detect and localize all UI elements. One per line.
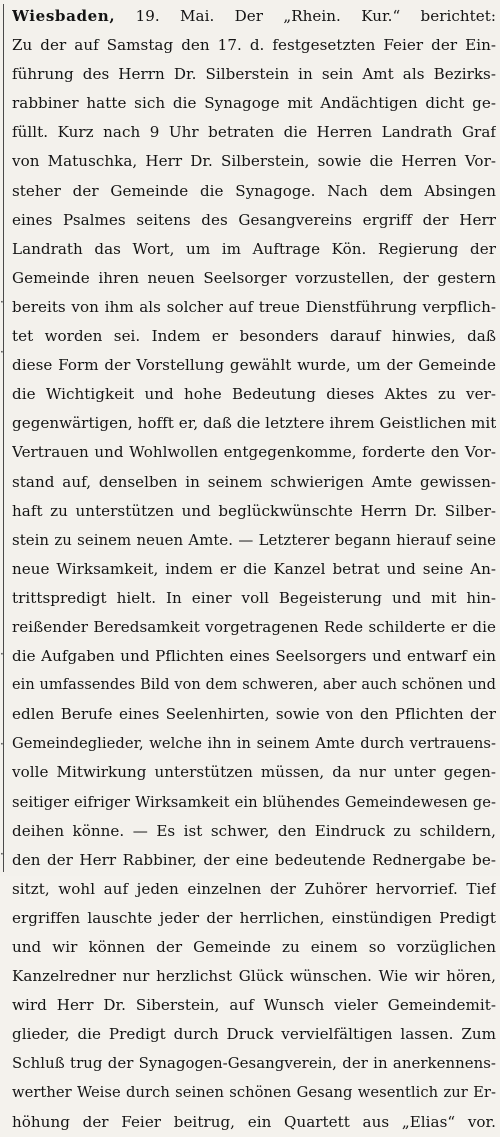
article-line: trittspredigt hielt. In einer voll Begeisterung und mit hin- — [12, 588, 496, 607]
article-line: Vertrauen und Wohlwollen entgegenkomme, forderte den Vor- — [12, 443, 496, 462]
article-line: haft zu unterstützen und beglückwünschte Herrn Dr. Silber- — [12, 501, 496, 520]
article-line: volle Mitwirkung unterstützen müssen, da nur unter gegen- — [12, 763, 496, 782]
article-line: glieder, die Predigt durch Druck vervielfältigen lassen. Zum — [12, 1025, 496, 1044]
article-line: füllt. Kurz nach 9 Uhr betraten die Herren Landrath Graf — [12, 123, 496, 142]
article-line: stand auf, denselben in seinem schwierigen Amte gewissen- — [12, 472, 496, 491]
article-line: eines Psalmes seitens des Gesangvereins ergriff der Herr — [12, 210, 496, 229]
article-place: Wiesbaden, — [12, 7, 116, 25]
article-line: gegenwärtigen, hofft er, daß die letztere ihrem Geistlichen mit — [12, 414, 496, 433]
article-line: sitzt, wohl auf jeden einzelnen der Zuhörer hervorrief. Tief — [12, 879, 496, 898]
article-line: deihen könne. — Es ist schwer, den Eindruck zu schildern, — [12, 821, 496, 840]
margin-marks — [0, 0, 8, 876]
article-line: die Wichtigkeit und hohe Bedeutung dieses Aktes zu ver- — [12, 385, 496, 404]
article-line: Zu der auf Samstag den 17. d. festgesetzten Feier der Ein- — [12, 36, 496, 55]
news-article — [12, 2, 496, 1131]
article-line: seitiger eifriger Wirksamkeit ein blühendes Gemeindewesen ge- — [12, 793, 496, 811]
article-line: ein umfassendes Bild von dem schweren, aber auch schönen und — [12, 677, 496, 694]
article-line: höhung der Feier beitrug, ein Quartett aus „Elias“ vor. — [12, 1112, 496, 1131]
article-dateline-text: 19. Mai. Der „Rhein. Kur.“ berichtet: — [115, 7, 496, 25]
article-line: stein zu seinem neuen Amte. — Letzterer begann hierauf seine — [12, 530, 496, 549]
article-line: den der Herr Rabbiner, der eine bedeutende Rednergabe be- — [12, 850, 496, 869]
article-line: führung des Herrn Dr. Silberstein in sein Amt als Bezirks- — [12, 65, 496, 84]
article-line: steher der Gemeinde die Synagoge. Nach dem Absingen — [12, 181, 496, 200]
article-line: reißender Beredsamkeit vorgetragenen Rede schilderte er die — [12, 617, 496, 636]
article-line: werther Weise durch seinen schönen Gesang wesentlich zur Er- — [12, 1084, 496, 1102]
article-line: und wir können der Gemeinde zu einem so vorzüglichen — [12, 938, 496, 956]
margin-mark: · — [0, 345, 4, 359]
article-line: diese Form der Vorstellung gewählt wurde, um der Gemeinde — [12, 356, 496, 375]
article-line: Schluß trug der Synagogen-Gesangverein, der in anerkennens- — [12, 1054, 496, 1073]
article-line: bereits von ihm als solcher auf treue Dienstführung verpflich- — [12, 297, 496, 316]
margin-mark: · — [0, 847, 4, 861]
article-dateline — [12, 2, 496, 31]
article-line: von Matuschka, Herr Dr. Silberstein, sowie die Herren Vor- — [12, 152, 496, 171]
article-line: wird Herr Dr. Siberstein, auf Wunsch vieler Gemeindemit- — [12, 996, 496, 1015]
article-line: Gemeinde ihren neuen Seelsorger vorzustellen, der gestern — [12, 268, 496, 287]
margin-mark: · — [0, 647, 4, 661]
article-line: Gemeindeglieder, welche ihn in seinem Amte durch vertrauens- — [12, 735, 496, 753]
article-line: neue Wirksamkeit, indem er die Kanzel betrat und seine An- — [12, 559, 496, 578]
margin-mark: · — [0, 737, 4, 751]
article-line: die Aufgaben und Pflichten eines Seelsorgers und entwarf ein — [12, 647, 496, 666]
article-line: ergriffen lauschte jeder der herrlichen, einstündigen Predigt — [12, 908, 496, 927]
article-body — [12, 31, 496, 1137]
margin-mark: · — [0, 295, 4, 309]
article-line: edlen Berufe eines Seelenhirten, sowie von den Pflichten der — [12, 705, 496, 724]
article-line: Kanzelredner nur herzlichst Glück wünschen. Wie wir hören, — [12, 967, 496, 986]
article-line: rabbiner hatte sich die Synagoge mit Andächtigen dicht ge- — [12, 94, 496, 113]
article-line: tet worden sei. Indem er besonders darauf hinwies, daß — [12, 327, 496, 346]
article-line: Landrath das Wort, um im Auftrage Kön. Regierung der — [12, 239, 496, 258]
